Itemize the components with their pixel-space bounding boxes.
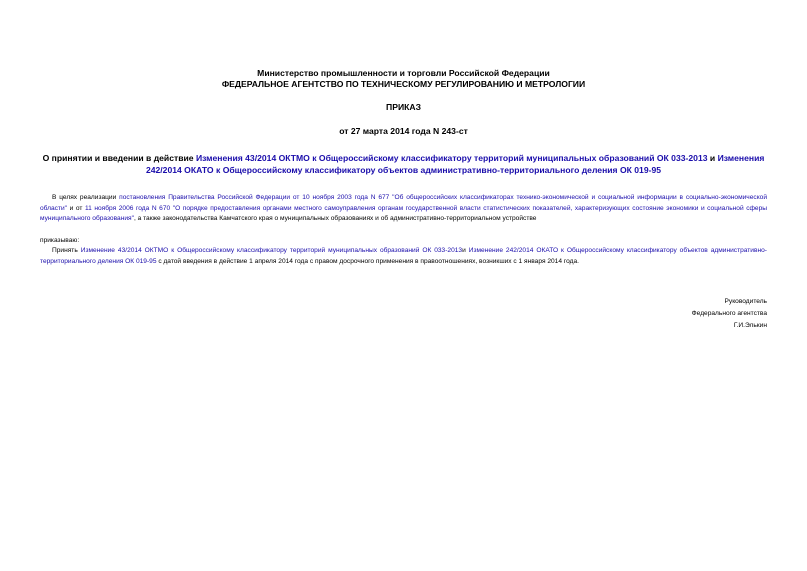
preamble-intro: В целях реализации — [52, 194, 120, 201]
document-type: ПРИКАЗ — [386, 102, 421, 112]
decision-link-oktmo[interactable]: Изменение 43/2014 ОКТМО к Общероссийскому классификатору территорий муниципальных образований ОК 033-2013 — [80, 247, 463, 254]
decision-tail: с датой введения в действие 1 апреля 2014 года с правом досрочного применения в правоотношениях, возникших с 1 января 2014 года. — [156, 257, 579, 265]
document-date: от 27 марта 2014 года N 243-ст — [339, 126, 468, 136]
preamble-tail: , а также законодательства Камчатского края о муниципальных образованиях и об административно-территориальном устройстве — [133, 215, 537, 222]
decision-connector: и — [462, 247, 469, 254]
preamble-mid: и от — [67, 204, 85, 212]
subject-link-oktmo[interactable]: Изменения 43/2014 ОКТМО к Общероссийскому классификатору территорий муниципальных образований ОК 033-2013 — [195, 153, 708, 163]
signature-name: Г.И.Элькин — [733, 322, 767, 329]
order-word: приказываю: — [40, 237, 80, 244]
ministry-name: Министерство промышленности и торговли Российской Федерации — [257, 68, 550, 78]
preamble-link-decree-677[interactable]: постановления Правительства Российской Федерации от 10 ноября 2003 года N 677 "Об общероссийских классификаторах технико-экономической и социальной информации в социально-экономической области" — [40, 194, 768, 212]
decision-paragraph — [40, 246, 767, 267]
document-subject — [40, 152, 767, 176]
decision-link-okato[interactable]: Изменение 242/2014 ОКАТО к Общероссийскому классификатору объектов административно-территориального деления ОК 019-95 — [40, 247, 767, 265]
subject-connector: и — [707, 153, 718, 163]
signature-position: Руководитель — [724, 298, 767, 305]
signature-organization: Федерального агентства — [691, 310, 767, 317]
subject-link-okato[interactable]: Изменения 242/2014 ОКАТО к Общероссийскому классификатору объектов административно-территориального деления ОК 019-95 — [145, 153, 765, 175]
subject-prefix: О принятии и введении в действие — [42, 153, 196, 163]
preamble-paragraph — [40, 193, 767, 225]
preamble-link-decree-670[interactable]: 11 ноября 2006 года N 670 "О порядке предоставления органами местного самоуправления органам государственной власти статистических показателей, характеризующих состояние экономики и социальной сферы муниципального образования" — [40, 204, 767, 222]
agency-name: ФЕДЕРАЛЬНОЕ АГЕНТСТВО ПО ТЕХНИЧЕСКОМУ РЕГУЛИРОВАНИЮ И МЕТРОЛОГИИ — [221, 79, 586, 89]
decision-intro: Принять — [52, 247, 81, 254]
